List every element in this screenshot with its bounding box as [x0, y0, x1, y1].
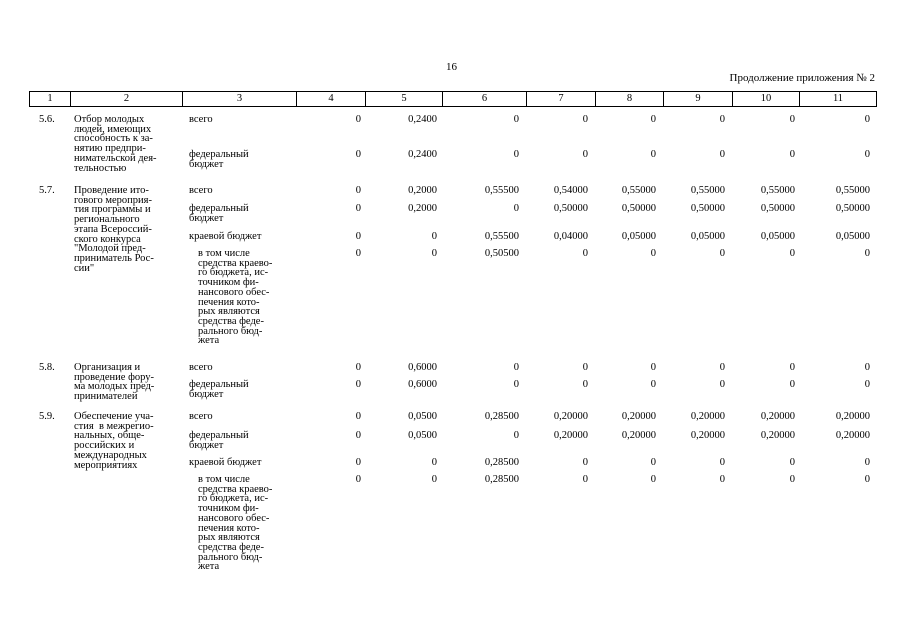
header-cell: 2 [71, 92, 183, 106]
row-source-label: федеральный бюджет [189, 379, 249, 400]
value-cell: 0,20000 [760, 411, 795, 422]
value-cell: 0 [864, 379, 870, 390]
value-cell: 0 [650, 474, 656, 485]
value-cell: 0 [719, 248, 725, 259]
value-cell: 0 [789, 248, 795, 259]
value-cell: 0 [864, 474, 870, 485]
value-cell: 0,0500 [408, 430, 437, 441]
value-cell: 0 [719, 379, 725, 390]
row-source-label: федеральный бюджет [189, 430, 249, 451]
value-cell: 0 [650, 248, 656, 259]
row-number: 5.9. [39, 411, 55, 422]
value-cell: 0,04000 [553, 231, 588, 242]
value-cell: 0,50500 [484, 248, 519, 259]
value-cell: 0,05000 [760, 231, 795, 242]
row-number: 5.8. [39, 362, 55, 373]
header-cell: 9 [664, 92, 733, 106]
value-cell: 0 [582, 474, 588, 485]
value-cell: 0 [355, 231, 361, 242]
value-cell: 0 [719, 457, 725, 468]
header-cell: 7 [527, 92, 596, 106]
row-number: 5.7. [39, 185, 55, 196]
value-cell: 0 [582, 362, 588, 373]
value-cell: 0 [355, 457, 361, 468]
value-cell: 0 [789, 362, 795, 373]
value-cell: 0 [355, 362, 361, 373]
value-cell: 0 [719, 149, 725, 160]
value-cell: 0,0500 [408, 411, 437, 422]
value-cell: 0 [582, 457, 588, 468]
value-cell: 0,50000 [760, 203, 795, 214]
table-header [29, 91, 877, 107]
header-cell: 11 [832, 93, 844, 104]
value-cell: 0,20000 [690, 411, 725, 422]
value-cell: 0,55500 [484, 231, 519, 242]
value-cell: 0 [431, 474, 437, 485]
value-cell: 0 [650, 362, 656, 373]
value-cell: 0 [789, 114, 795, 125]
value-cell: 0,50000 [690, 203, 725, 214]
row-source-label: всего [189, 362, 213, 373]
value-cell: 0 [355, 411, 361, 422]
value-cell: 0 [650, 114, 656, 125]
value-cell: 0 [355, 474, 361, 485]
value-cell: 0 [789, 149, 795, 160]
value-cell: 0 [513, 362, 519, 373]
value-cell: 0 [789, 474, 795, 485]
value-cell: 0 [864, 114, 870, 125]
value-cell: 0 [355, 379, 361, 390]
value-cell: 0 [582, 149, 588, 160]
row-name: Обеспечение уча- стия в межрегио- нальных, обще- российских и международных мероприятиях [74, 411, 154, 471]
value-cell: 0 [355, 430, 361, 441]
header-cell: 6 [443, 92, 527, 106]
value-cell: 0 [789, 379, 795, 390]
value-cell: 0,28500 [484, 411, 519, 422]
value-cell: 0 [431, 248, 437, 259]
value-cell: 0 [513, 149, 519, 160]
value-cell: 0,20000 [835, 430, 870, 441]
value-cell: 0 [431, 231, 437, 242]
row-source-label: всего [189, 114, 213, 125]
value-cell: 0,50000 [621, 203, 656, 214]
row-source-label: всего [189, 185, 213, 196]
row-source-label: федеральный бюджет [189, 149, 249, 170]
value-cell: 0 [513, 430, 519, 441]
row-source-label: федеральный бюджет [189, 203, 249, 224]
row-source-label: краевой бюджет [189, 231, 262, 242]
header-cell: 5 [366, 92, 443, 106]
row-source-label: всего [189, 411, 213, 422]
row-name: Отбор молодых людей, имеющих способность к за- нятию предпри- нимательской дея- тельностью [74, 114, 157, 174]
value-cell: 0,20000 [553, 430, 588, 441]
value-cell: 0,20000 [835, 411, 870, 422]
value-cell: 0 [582, 114, 588, 125]
value-cell: 0,28500 [484, 474, 519, 485]
value-cell: 0,55000 [690, 185, 725, 196]
value-cell: 0 [513, 114, 519, 125]
row-source-label: в том числе средства краево- го бюджета, ис- точником фи- нансового обес- печения кото- рых являются средства феде- рального бюд- жета [198, 474, 273, 573]
value-cell: 0,20000 [690, 430, 725, 441]
value-cell: 0,50000 [835, 203, 870, 214]
page-number: 16 [446, 61, 457, 73]
value-cell: 0 [355, 114, 361, 125]
value-cell: 0,20000 [760, 430, 795, 441]
value-cell: 0,05000 [621, 231, 656, 242]
value-cell: 0 [719, 474, 725, 485]
value-cell: 0 [582, 248, 588, 259]
continuation-label: Продолжение приложения № 2 [729, 72, 875, 84]
header-cell: 3 [183, 92, 297, 106]
value-cell: 0,20000 [553, 411, 588, 422]
row-number: 5.6. [39, 114, 55, 125]
value-cell: 0 [513, 379, 519, 390]
value-cell: 0,05000 [690, 231, 725, 242]
header-cell: 10 [733, 92, 800, 106]
value-cell: 0,55500 [484, 185, 519, 196]
value-cell: 0,05000 [835, 231, 870, 242]
header-cell: 8 [596, 92, 664, 106]
value-cell: 0 [513, 203, 519, 214]
value-cell: 0,50000 [553, 203, 588, 214]
row-source-label: в том числе средства краево- го бюджета, ис- точником фи- нансового обес- печения кото- рых являются средства феде- рального бюд- жета [198, 248, 273, 347]
value-cell: 0,55000 [835, 185, 870, 196]
value-cell: 0,2000 [408, 203, 437, 214]
value-cell: 0,20000 [621, 411, 656, 422]
value-cell: 0,54000 [553, 185, 588, 196]
value-cell: 0 [650, 149, 656, 160]
value-cell: 0,6000 [408, 362, 437, 373]
value-cell: 0 [355, 149, 361, 160]
value-cell: 0 [431, 457, 437, 468]
value-cell: 0 [582, 379, 588, 390]
value-cell: 0 [864, 149, 870, 160]
value-cell: 0 [789, 457, 795, 468]
value-cell: 0 [719, 114, 725, 125]
value-cell: 0 [864, 362, 870, 373]
value-cell: 0 [864, 457, 870, 468]
value-cell: 0 [355, 185, 361, 196]
value-cell: 0 [650, 379, 656, 390]
value-cell: 0,2000 [408, 185, 437, 196]
value-cell: 0,2400 [408, 114, 437, 125]
value-cell: 0 [355, 248, 361, 259]
value-cell: 0,2400 [408, 149, 437, 160]
value-cell: 0,55000 [621, 185, 656, 196]
value-cell: 0 [864, 248, 870, 259]
value-cell: 0 [719, 362, 725, 373]
row-source-label: краевой бюджет [189, 457, 262, 468]
row-name: Организация и проведение фору- ма молодых пред- принимателей [74, 362, 155, 403]
value-cell: 0 [355, 203, 361, 214]
value-cell: 0,20000 [621, 430, 656, 441]
row-name: Проведение ито- гового мероприя- тия программы и регионального этапа Всероссий- ского конкурса "Молодой пред- приниматель Рос- сии" [74, 185, 154, 274]
header-cell: 4 [297, 92, 366, 106]
value-cell: 0,55000 [760, 185, 795, 196]
value-cell: 0 [650, 457, 656, 468]
header-cell: 1 [30, 92, 71, 106]
value-cell: 0,6000 [408, 379, 437, 390]
value-cell: 0,28500 [484, 457, 519, 468]
